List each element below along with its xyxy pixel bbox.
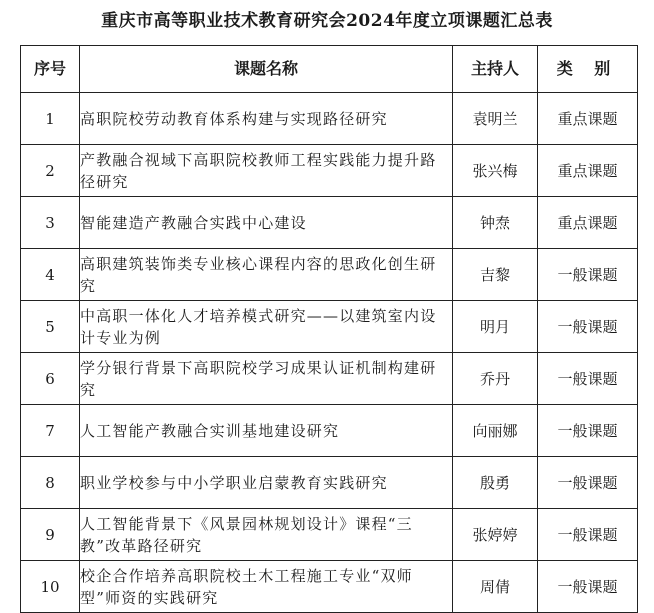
cell-topic-name: 中高职一体化人才培养模式研究——以建筑室内设计专业为例	[80, 301, 453, 353]
cell-topic-name: 学分银行背景下高职院校学习成果认证机制构建研究	[80, 353, 453, 405]
cell-category: 一般课题	[538, 509, 638, 561]
cell-topic-name: 高职院校劳动教育体系构建与实现路径研究	[80, 93, 453, 145]
table-row	[21, 197, 638, 249]
project-summary-table	[20, 45, 638, 613]
cell-serial-number: 10	[21, 561, 80, 613]
table-row	[21, 301, 638, 353]
cell-host: 张兴梅	[453, 145, 538, 197]
cell-host: 袁明兰	[453, 93, 538, 145]
document-title: 重庆市高等职业技术教育研究会2024年度立项课题汇总表	[101, 11, 553, 31]
cell-host: 乔丹	[453, 353, 538, 405]
table-row	[21, 249, 638, 301]
cell-topic-name: 职业学校参与中小学职业启蒙教育实践研究	[80, 457, 453, 509]
cell-category: 一般课题	[538, 561, 638, 613]
cell-host: 周倩	[453, 561, 538, 613]
cell-host: 钟焘	[453, 197, 538, 249]
header-host: 主持人	[453, 46, 538, 93]
table-row	[21, 145, 638, 197]
cell-category: 重点课题	[538, 197, 638, 249]
table-row	[21, 93, 638, 145]
cell-serial-number: 9	[21, 509, 80, 561]
cell-serial-number: 1	[21, 93, 80, 145]
cell-host: 吉黎	[453, 249, 538, 301]
cell-category: 一般课题	[538, 353, 638, 405]
table-row	[21, 405, 638, 457]
table-row	[21, 457, 638, 509]
cell-serial-number: 3	[21, 197, 80, 249]
cell-serial-number: 5	[21, 301, 80, 353]
cell-category: 一般课题	[538, 405, 638, 457]
header-serial-number: 序号	[21, 46, 80, 93]
cell-topic-name: 人工智能背景下《风景园林规划设计》课程“三教”改革路径研究	[80, 509, 453, 561]
cell-category: 重点课题	[538, 145, 638, 197]
table-row	[21, 353, 638, 405]
cell-serial-number: 7	[21, 405, 80, 457]
table-header-row	[21, 46, 638, 93]
cell-host: 明月	[453, 301, 538, 353]
cell-category: 一般课题	[538, 457, 638, 509]
cell-category: 重点课题	[538, 93, 638, 145]
cell-topic-name: 人工智能产教融合实训基地建设研究	[80, 405, 453, 457]
cell-category: 一般课题	[538, 249, 638, 301]
cell-topic-name: 校企合作培养高职院校土木工程施工专业“双师型”师资的实践研究	[80, 561, 453, 613]
cell-serial-number: 8	[21, 457, 80, 509]
table-row	[21, 509, 638, 561]
cell-topic-name: 高职建筑装饰类专业核心课程内容的思政化创生研究	[80, 249, 453, 301]
cell-topic-name: 智能建造产教融合实践中心建设	[80, 197, 453, 249]
cell-host: 向丽娜	[453, 405, 538, 457]
header-category: 类 别	[538, 46, 638, 93]
cell-host: 殷勇	[453, 457, 538, 509]
cell-serial-number: 6	[21, 353, 80, 405]
header-topic-name: 课题名称	[80, 46, 453, 93]
cell-serial-number: 4	[21, 249, 80, 301]
cell-category: 一般课题	[538, 301, 638, 353]
cell-host: 张婷婷	[453, 509, 538, 561]
cell-serial-number: 2	[21, 145, 80, 197]
cell-topic-name: 产教融合视域下高职院校教师工程实践能力提升路径研究	[80, 145, 453, 197]
table-row	[21, 561, 638, 613]
